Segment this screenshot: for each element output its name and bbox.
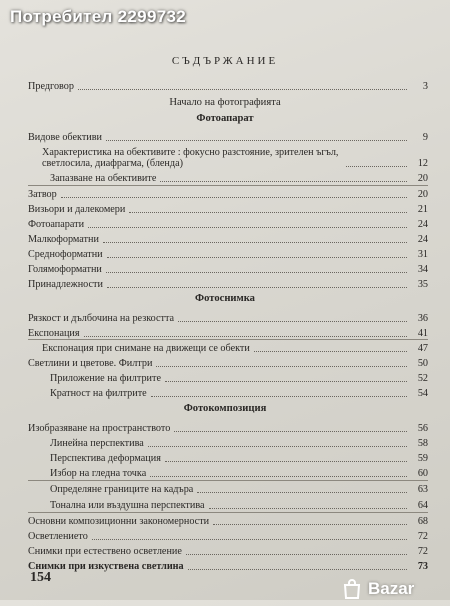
toc-entry bbox=[28, 216, 428, 230]
entry-page: 52 bbox=[417, 373, 428, 384]
entry-label: Определяне границите на кадъра bbox=[50, 484, 194, 495]
entry-label: Експонация bbox=[28, 328, 80, 339]
entry-page: 63 bbox=[417, 484, 428, 495]
toc-entry bbox=[28, 201, 428, 215]
entry-page: 68 bbox=[417, 516, 428, 527]
entry-label: Осветлението bbox=[28, 531, 88, 542]
entry-label: Фотоапарати bbox=[28, 219, 85, 230]
entry-page: 59 bbox=[417, 453, 428, 464]
dot-leader bbox=[129, 211, 407, 213]
toc-entry bbox=[28, 129, 428, 143]
entry-label: Малкоформатни bbox=[28, 234, 99, 245]
section-subheading: Фотоапарат bbox=[196, 113, 254, 124]
entry-page: 36 bbox=[417, 313, 428, 324]
toc-entry bbox=[28, 558, 428, 572]
entry-label: Принадлежности bbox=[28, 279, 103, 290]
entry-page: 64 bbox=[417, 500, 428, 511]
entry-label: Перспектива деформация bbox=[50, 453, 161, 464]
entry-page: 12 bbox=[417, 158, 428, 169]
entry-page: 34 bbox=[417, 264, 428, 275]
dot-leader bbox=[213, 523, 407, 525]
dot-leader bbox=[186, 553, 407, 555]
toc-entry bbox=[50, 385, 428, 399]
entry-label: Характеристика на обективите : фокусно разстояние, зрителен ъгъл, светлосила, диафрагма, (бленда) bbox=[42, 147, 339, 169]
toc-entry bbox=[28, 513, 428, 527]
dot-leader bbox=[107, 286, 407, 288]
entry-label: Визьори и далекомери bbox=[28, 204, 126, 215]
toc-entry bbox=[28, 543, 428, 557]
section-heading: Фотокомпозиция bbox=[183, 403, 267, 414]
entry-label: Приложение на филтрите bbox=[50, 373, 161, 384]
toc-entry bbox=[28, 310, 428, 324]
watermark-username: Потребител 2299732 bbox=[10, 7, 186, 26]
toc-entry bbox=[50, 435, 428, 449]
entry-label: Изобразяване на пространството bbox=[28, 423, 171, 434]
entry-page: 31 bbox=[417, 249, 428, 260]
toc-entry bbox=[42, 340, 428, 354]
entry-page: 3 bbox=[422, 81, 428, 92]
dot-leader bbox=[178, 320, 407, 322]
entry-label: Видове обективи bbox=[28, 132, 102, 143]
dot-leader bbox=[92, 538, 407, 540]
dot-leader bbox=[151, 395, 407, 397]
entry-label: Среднoформатни bbox=[28, 249, 103, 260]
entry-label: Запазване на обективите bbox=[50, 173, 157, 184]
toc-entry bbox=[50, 370, 428, 384]
entry-label: Избор на гледна точка bbox=[50, 468, 147, 479]
bazar-logo bbox=[340, 572, 444, 606]
entry-page: 24 bbox=[417, 234, 428, 245]
toc-entry bbox=[28, 325, 428, 339]
entry-page: 72 bbox=[417, 531, 428, 542]
dot-leader bbox=[148, 445, 407, 447]
toc-entry bbox=[28, 78, 428, 92]
toc-entry bbox=[28, 276, 428, 290]
entry-label: Затвор bbox=[28, 189, 57, 200]
entry-page: 41 bbox=[417, 328, 428, 339]
entry-label: Рязкост и дълбочина на резкостта bbox=[28, 313, 175, 324]
dot-leader bbox=[346, 165, 407, 167]
dot-leader bbox=[165, 460, 407, 462]
dot-leader bbox=[209, 507, 407, 509]
entry-label: Тонална или въздушна перспектива bbox=[50, 500, 205, 511]
toc-entry bbox=[50, 450, 428, 464]
entry-page: 73 bbox=[417, 561, 428, 572]
dot-leader bbox=[188, 568, 407, 570]
dot-leader bbox=[103, 241, 407, 243]
page-number: 154 bbox=[30, 570, 51, 585]
entry-page: 58 bbox=[417, 438, 428, 449]
entry-page: 47 bbox=[417, 343, 428, 354]
entry-label: Кратност на филтрите bbox=[50, 388, 147, 399]
entry-page: 56 bbox=[417, 423, 428, 434]
toc-entry bbox=[28, 261, 428, 275]
toc-entry bbox=[42, 143, 428, 169]
dot-leader bbox=[106, 271, 407, 273]
entry-label: Предговор bbox=[28, 81, 74, 92]
toc-entry bbox=[28, 186, 428, 200]
entry-page: 54 bbox=[417, 388, 428, 399]
dot-leader bbox=[160, 180, 407, 182]
entry-label: Светлини и цветове. Филтри bbox=[28, 358, 153, 369]
toc-entry bbox=[28, 231, 428, 245]
entry-label: Основни композиционни закономерности bbox=[28, 516, 210, 527]
dot-leader bbox=[106, 139, 407, 141]
dot-leader bbox=[78, 88, 407, 90]
shopping-bag-icon bbox=[340, 577, 364, 601]
entry-page: 24 bbox=[417, 219, 428, 230]
entry-label: Снимки при изкуствена светлина bbox=[28, 561, 184, 572]
dot-leader bbox=[61, 196, 407, 198]
dot-leader bbox=[88, 226, 407, 228]
entry-page: 60 bbox=[417, 468, 428, 479]
dot-leader bbox=[150, 475, 407, 477]
entry-page: 20 bbox=[417, 189, 428, 200]
toc-entry bbox=[50, 170, 428, 184]
entry-page: 35 bbox=[417, 279, 428, 290]
toc-entry bbox=[28, 420, 428, 434]
page-title: СЪДЪРЖАНИЕ bbox=[171, 55, 279, 67]
section-heading: Начало на фотографията bbox=[169, 97, 281, 108]
entry-label: Линейна перспектива bbox=[50, 438, 144, 449]
entry-page: 9 bbox=[422, 132, 428, 143]
toc-entry bbox=[50, 481, 428, 495]
entry-label: Голямоформатни bbox=[28, 264, 102, 275]
dot-leader bbox=[156, 365, 407, 367]
dot-leader bbox=[84, 335, 407, 337]
dot-leader bbox=[254, 350, 407, 352]
toc-entry bbox=[50, 497, 428, 511]
dot-leader bbox=[107, 256, 407, 258]
entry-label: Снимки при естествено осветление bbox=[28, 546, 182, 557]
entry-page: 21 bbox=[417, 204, 428, 215]
dot-leader bbox=[197, 491, 407, 493]
toc-entry bbox=[50, 465, 428, 479]
dot-leader bbox=[165, 380, 407, 382]
entry-page: 20 bbox=[417, 173, 428, 184]
section-heading: Фотоснимка bbox=[195, 293, 255, 304]
entry-page: 72 bbox=[417, 546, 428, 557]
toc-entry bbox=[28, 355, 428, 369]
entry-label: Експонация при снимане на движещи се обекти bbox=[42, 343, 250, 354]
entry-page: 50 bbox=[417, 358, 428, 369]
logo-text: Bazar bbox=[368, 579, 415, 598]
dot-leader bbox=[174, 430, 407, 432]
toc-entry bbox=[28, 528, 428, 542]
toc-entry bbox=[28, 246, 428, 260]
